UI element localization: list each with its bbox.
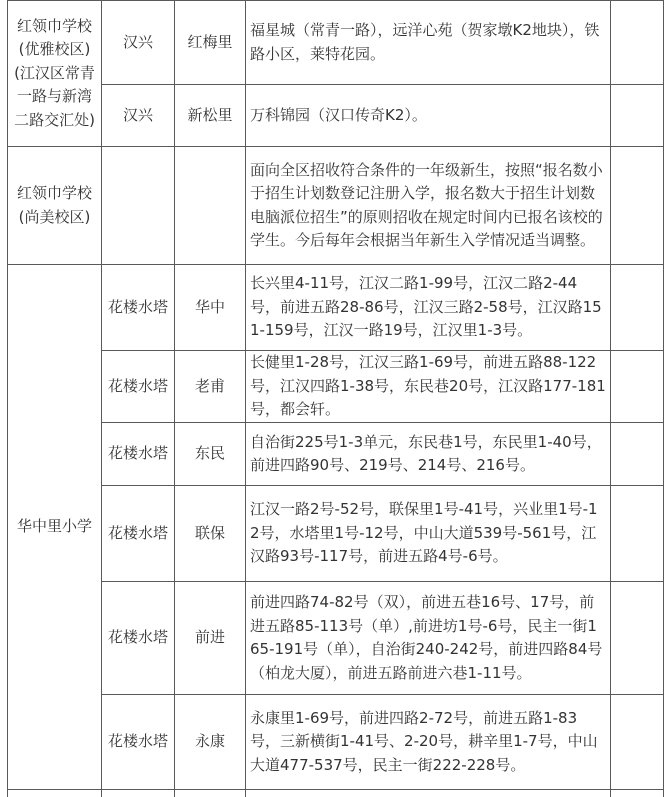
cell-cutoff xyxy=(102,790,175,797)
table-row xyxy=(8,423,664,486)
street-cell: 花楼水塔 xyxy=(102,695,175,790)
cell-cutoff xyxy=(611,790,664,797)
empty-cell xyxy=(611,265,664,351)
table-row xyxy=(8,265,664,351)
school-cell: 红领巾学校(优雅校区)(江汉区常青一路与新湾二路交汇处) xyxy=(8,1,102,147)
empty-cell xyxy=(611,582,664,695)
area-cell: 江汉一路2号-52号，联保里1号-41号，兴业里1号-12号，水塔里1号-12号，中山大道539号-561号，江汉路93号-117号，前进五路4号-6号。 xyxy=(246,486,611,582)
street-cell: 花楼水塔 xyxy=(102,265,175,351)
street-cell: 汉兴 xyxy=(102,85,175,147)
community-cell: 联保 xyxy=(175,486,246,582)
area-cell: 长健里1-28号，江汉三路1-69号，前进五路88-122号，江汉四路1-38号，东民巷20号，江汉路177-181号，都会轩。 xyxy=(246,351,611,423)
empty-cell xyxy=(611,695,664,790)
community-cell: 老甫 xyxy=(175,351,246,423)
empty-cell xyxy=(102,147,175,265)
empty-cell xyxy=(611,85,664,147)
street-cell: 花楼水塔 xyxy=(102,423,175,486)
empty-cell xyxy=(611,147,664,265)
community-cell: 华中 xyxy=(175,265,246,351)
empty-cell xyxy=(611,423,664,486)
school-cell: 红领巾学校(尚美校区) xyxy=(8,147,102,265)
school-cell: 华中里小学 xyxy=(8,265,102,790)
school-district-table xyxy=(7,0,664,797)
table-row xyxy=(8,85,664,147)
street-cell: 汉兴 xyxy=(102,1,175,85)
area-cell: 长兴里4-11号，江汉二路1-99号，江汉二路2-44号，前进五路28-86号，江汉三路2-58号，江汉路151-159号，江汉一路19号，江汉里1-3号。 xyxy=(246,265,611,351)
area-cell: 自治街225号1-3单元，东民巷1号，东民里1-40号，前进四路90号、219号、214号、216号。 xyxy=(246,423,611,486)
area-cell: 万科锦园（汉口传奇K2）。 xyxy=(246,85,611,147)
table-row xyxy=(8,486,664,582)
cell-cutoff xyxy=(246,790,611,797)
community-cell: 永康 xyxy=(175,695,246,790)
table-row-cutoff xyxy=(8,790,664,797)
community-cell: 新松里 xyxy=(175,85,246,147)
area-cell: 面向全区招收符合条件的一年级新生，按照“报名数小于招生计划数登记注册入学，报名数大于招生计划数电脑派位招生”的原则招收在规定时间内已报名该校的学生。今后每年会根据当年新生入学情况适当调整。 xyxy=(246,147,611,265)
area-cell: 福星城（常青一路），远洋心苑（贺家墩K2地块），铁路小区，莱特花园。 xyxy=(246,1,611,85)
table-row xyxy=(8,1,664,85)
community-cell: 前进 xyxy=(175,582,246,695)
empty-cell xyxy=(175,147,246,265)
street-cell: 花楼水塔 xyxy=(102,351,175,423)
area-cell: 永康里1-69号，前进四路2-72号，前进五路1-83号，三新横街1-41号、2-20号，耕辛里1-7号，中山大道477-537号，民主一街222-228号。 xyxy=(246,695,611,790)
street-cell: 花楼水塔 xyxy=(102,582,175,695)
community-cell: 红梅里 xyxy=(175,1,246,85)
empty-cell xyxy=(611,1,664,85)
table-row xyxy=(8,695,664,790)
cell-cutoff xyxy=(175,790,246,797)
street-cell: 花楼水塔 xyxy=(102,486,175,582)
empty-cell xyxy=(611,486,664,582)
table-row xyxy=(8,582,664,695)
table-row xyxy=(8,351,664,423)
area-cell: 前进四路74-82号（双），前进五巷16号、17号，前进五路85-113号（单）,前进坊1号-6号，民主一街165-191号（单），自治街240-242号，前进四路84号（柏龙大厦），前进五路前进六巷1-11号。 xyxy=(246,582,611,695)
empty-cell xyxy=(611,351,664,423)
cell-cutoff xyxy=(8,790,102,797)
table-row xyxy=(8,147,664,265)
community-cell: 东民 xyxy=(175,423,246,486)
